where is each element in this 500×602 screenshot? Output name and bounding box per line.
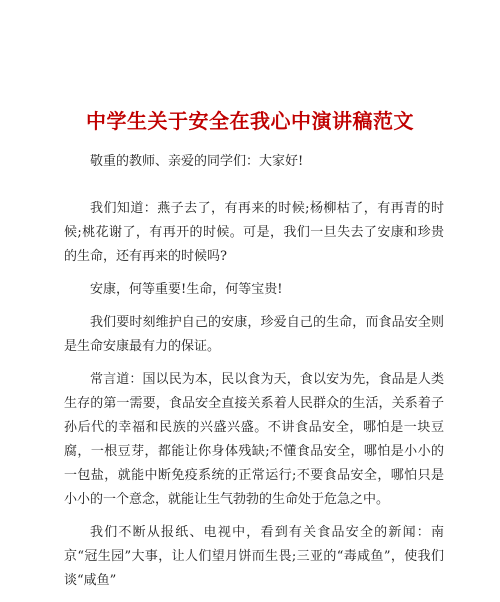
paragraph-greeting: 敬重的教师、亲爱的同学们：大家好! <box>90 154 304 169</box>
document-body <box>64 150 444 602</box>
paragraph: 我们不断从报纸、电视中，看到有关食品安全的新闻：南京“冠生园”大事，让人们望月饼而生畏;三亚的“毒咸鱼”，使我们谈“咸鱼” <box>64 525 444 588</box>
paragraph: 我们知道：燕子去了，有再来的时候;杨柳枯了，有再青的时候;桃花谢了，有再开的时候。可是，我们一旦失去了安康和珍贵的生命，还有再来的时候吗? <box>64 201 444 264</box>
paragraph: 安康，何等重要!生命，何等宝贵! <box>90 282 283 297</box>
paragraph: 我们要时刻维护自己的安康，珍爱自己的生命，而食品安全则是生命安康最有力的保证。 <box>64 315 444 354</box>
paragraph: 常言道：国以民为本，民以食为天，食以安为先，食品是人类生存的第一需要，食品安全直接关系着人民群众的生活，关系着子孙后代的幸福和民族的兴盛兴盛。不讲食品安全，哪怕是一块豆腐，一根豆芽，都能让你身体残缺;不懂食品安全，哪怕是小小的一包盐，就能中断免疫系统的正常运行;不要食品安全，哪怕只是小小的一个意念，就能让生气勃勃的生命处于危急之中。 <box>64 372 444 507</box>
document-title: 中学生关于安全在我心中演讲稿范文 <box>86 109 414 133</box>
